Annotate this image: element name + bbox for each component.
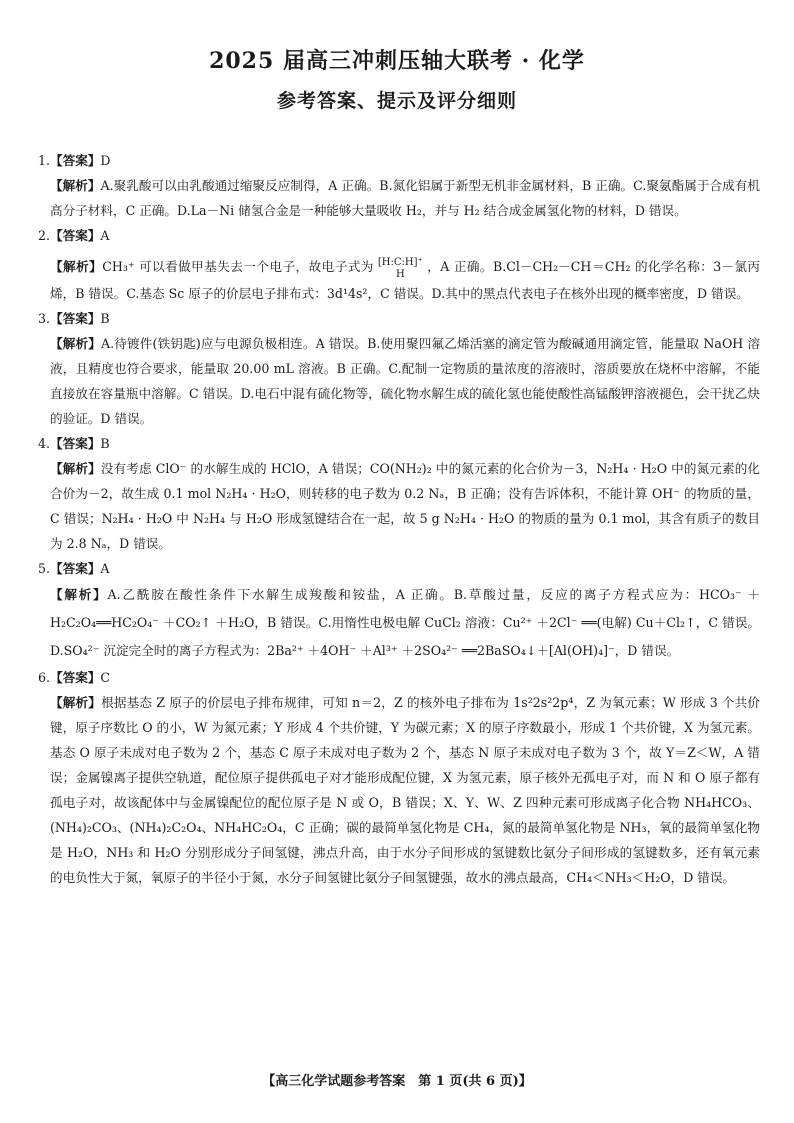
explanation: 【解析】根据基态 Z 原子的价层电子排布规律，可知 n＝2，Z 的核外电子排布为 1s²2s²2p⁴，Z 为氧元素；W 形成 3 个共价键，原子序数比 O 的小，W 为氮元素；Y 形成 4 个共价键，Y 为碳元素；X 的原子序数最小，形成 1 个共价键，X 为氢元素。基态 O 原子未成对电子数为 2 个，基态 C 原子未成对电子数为 2 个，基态 N 原子未成对电子数为 3 个，故 Y＝Z＜W，A 错误；金属镍离子提供空轨道，配位原子提供孤电子对才能形成配位键，X 为氢元素，原子核外无孤电子对，而 N 和 O 原子都有孤电子对，故该配体中与金属镍配位的配位原子是 N 或 O，B 错误；X、Y、W、Z 四种元素可形成离子化合物 NH₄HCO₃、(NH₄)₂CO₃、(NH₄)₂C₂O₄、NH₄HC₂O₄，C 正确；碳的最简单氢化物是 CH₄，氮的最简单氢化物是 NH₃，氧的最简单氢化物是 H₂O，NH₃ 和 H₂O 分别形成分子间氢键，沸点升高，由于水分子间形成的氢键数比氨分子间形成的氢键数多，还有氧元素的电负性大于氮，氧原子的半径小于氮，水分子间氢键比氨分子间氢键强，故水的沸点最高，CH₄＜NH₃＜H₂O，D 错误。 [50,695,761,885]
page-subtitle: 参考答案、提示及评分细则 [276,90,517,112]
explanation: 【解析】A.聚乳酸可以由乳酸通过缩聚反应制得，A 正确。B.氮化铝属于新型无机非金属材料，B 正确。C.聚氨酯属于合成有机高分子材料，C 正确。D.La－Ni 储氢合金是一种能够大量吸收 H₂，并与 H₂ 结合成金属氢化物的材料，D 错误。 [50,178,761,218]
answer-line: 6.【答案】C [38,670,111,685]
question-5 [38,556,760,665]
question-6 [38,665,760,890]
question-3 [38,306,760,431]
answer-content [38,148,760,890]
answer-line: 5.【答案】A [38,561,110,576]
explanation: 【解析】A.乙酰胺在酸性条件下水解生成羧酸和铵盐，A 正确。B.草酸过量，反应的离子方程式应为：HCO₃⁻ ＋ H₂C₂O₄══HC₂O₄⁻ ＋CO₂↑ ＋H₂O，B 错误。C.用惰性电极电解 CuCl₂ 溶液：Cu²⁺ ＋2Cl⁻ ══(电解) Cu＋Cl₂↑，C 错误。D.SO₄²⁻ 沉淀完全时的离子方程式为：2Ba²⁺ ＋4OH⁻ ＋Al³⁺ ＋2SO₄²⁻ ══2BaSO₄↓＋[Al(OH)₄]⁻，D 错误。 [50,587,760,658]
answer-value: A [100,561,110,576]
question-4 [38,431,760,556]
page-footer: 【高三化学试题参考答案 第 1 页(共 6 页)】 [262,1074,532,1089]
answer-line: 3.【答案】B [38,311,110,326]
answer-value: C [100,670,111,685]
answer-value: B [100,311,110,326]
explanation: 【解析】CH₃⁺ 可以看做甲基失去一个电子，故电子式为 [H:C:H]⁺ H，A 正确。B.Cl－CH₂－CH＝CH₂ 的化学名称：3－氯丙烯，B 错误。C.基态 Sc 原子的价层电子排布式：3d¹4s²，C 错误。D.其中的黑点代表电子在核外出现的概率密度，D 错误。 [50,257,760,301]
question-1 [38,148,760,223]
answer-line: 2.【答案】A [38,228,110,243]
answer-line: 4.【答案】B [38,436,110,451]
electron-formula: [H:C:H]⁺ H [377,257,423,280]
answer-value: D [100,153,111,168]
explanation: 【解析】A.待镀件(铁钥匙)应与电源负极相连。A 错误。B.使用聚四氟乙烯活塞的滴定管为酸碱通用滴定管，能量取 NaOH 溶液，且精度也符合要求，能量取 20.00 mL 溶液。B 正确。C.配制一定物质的量浓度的溶液时，溶质要放在烧杯中溶解，不能直接放在容量瓶中溶解。C 错误。D.电石中混有硫化物等，硫化物水解生成的硫化氢也能使酸性高锰酸钾溶液褪色，会干扰乙炔的验证。D 错误。 [50,336,761,426]
explanation: 【解析】没有考虑 ClO⁻ 的水解生成的 HClO，A 错误；CO(NH₂)₂ 中的氮元素的化合价为－3，N₂H₄ · H₂O 中的氮元素的化合价为－2，故生成 0.1 mol N₂H₄ · H₂O，则转移的电子数为 0.2 Nₐ，B 正确；没有告诉体积，不能计算 OH⁻ 的物质的量，C 错误；N₂H₄ · H₂O 中 N₂H₄ 与 H₂O 形成氢键结合在一起，故 5 g N₂H₄ · H₂O 的物质的量为 0.1 mol，其含有质子的数目为 2.8 Nₐ，D 错误。 [50,461,760,551]
answer-value: A [100,228,110,243]
question-2 [38,223,760,306]
page-title: 2025 届高三冲刺压轴大联考 · 化学 [209,48,585,74]
answer-value: B [100,436,110,451]
answer-line: 1.【答案】D [38,153,111,168]
